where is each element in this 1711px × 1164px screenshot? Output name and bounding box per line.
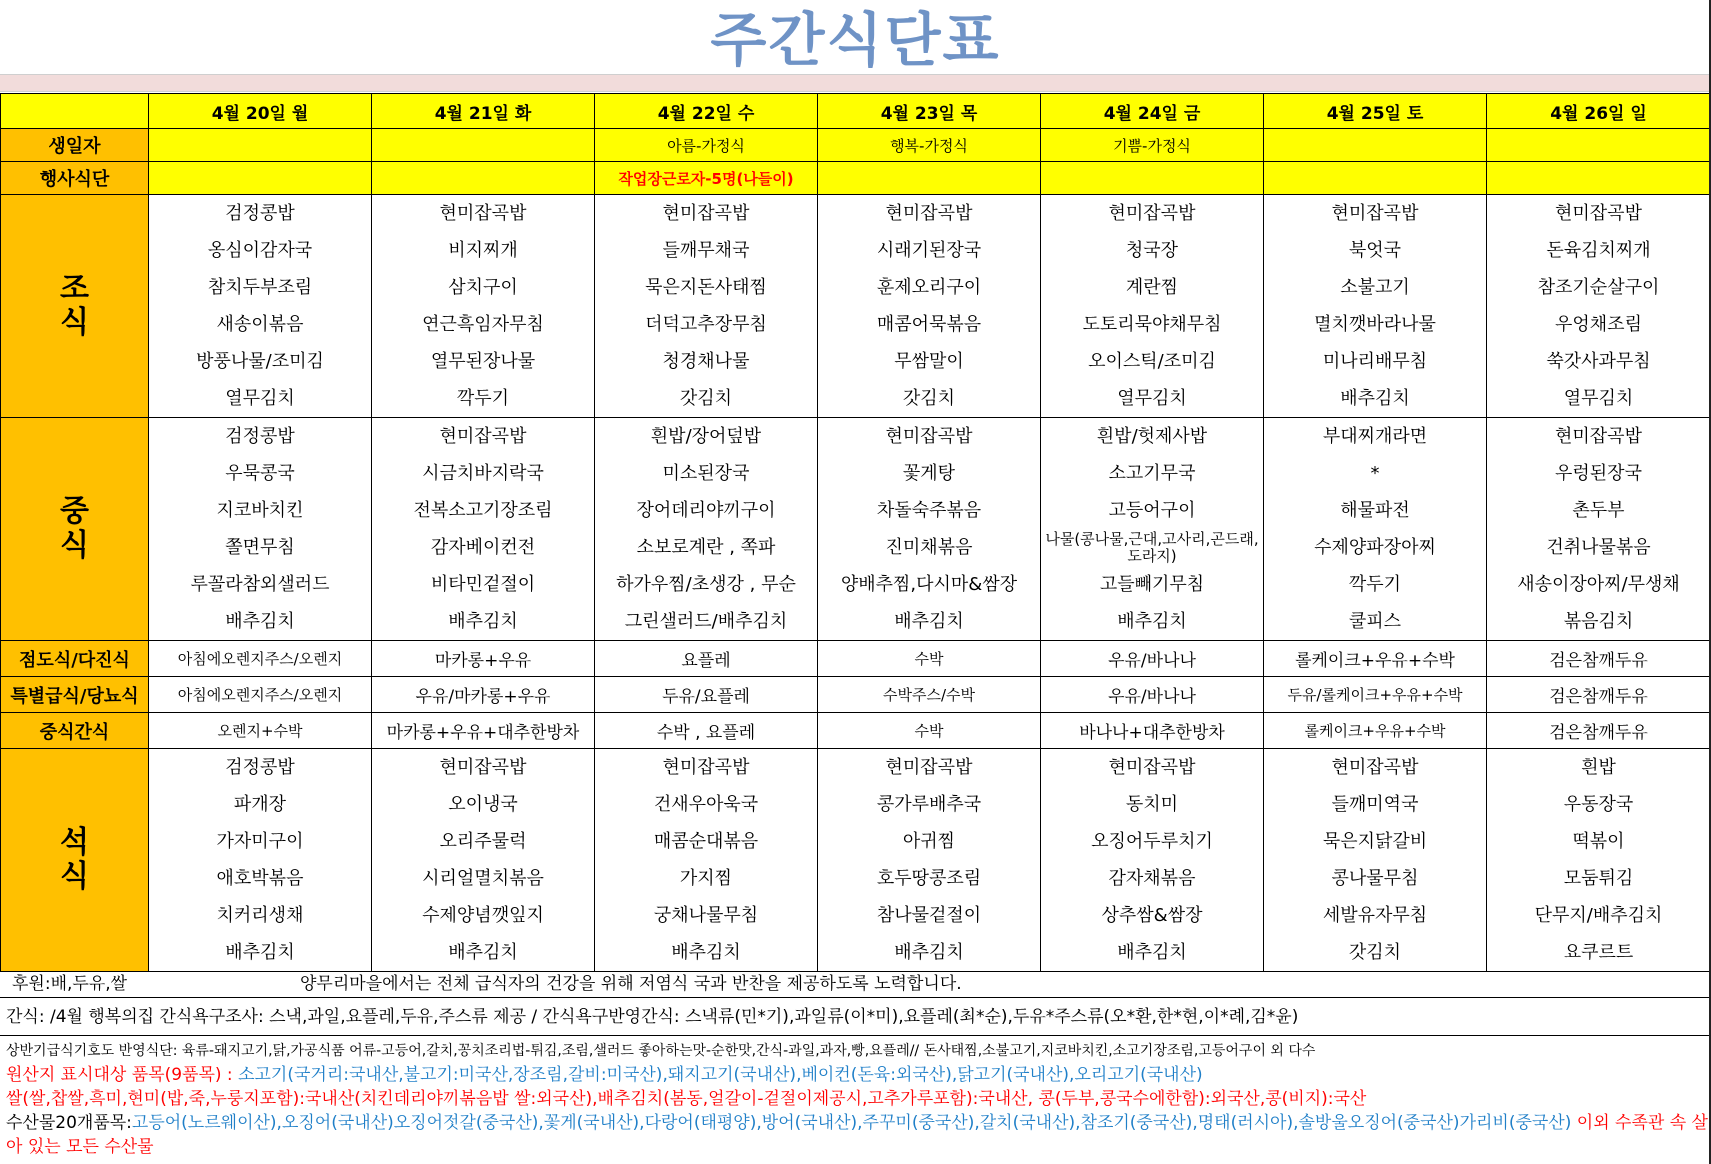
menu-item: 애호박볶음 [216,868,304,889]
menu-item: 방풍나물/조미김 [196,351,324,372]
menu-item: 삼치구이 [448,277,518,298]
lunch-day-cell [1041,418,1264,641]
menu-item: 무쌈말이 [894,351,964,372]
menu-item: 매콤순대볶음 [653,831,759,852]
breakfast-day-cell [595,195,818,418]
menu-item: 배추김치 [225,942,295,963]
title-divider-bar [0,74,1711,92]
lunch-label [1,418,149,641]
menu-item: 열무된장나물 [430,351,536,372]
menu-item: 깍두기 [456,388,510,409]
lunch-day-cell [1487,418,1711,641]
menu-item: 배추김치 [448,611,518,632]
snack-cell: 마카롱+우유 [372,641,595,677]
menu-item: 북엇국 [1348,240,1402,261]
menu-item: 나물(콩나물,근대,고사리,곤드래,도라지) [1045,529,1259,565]
menu-item: 현미잡곡밥 [885,203,973,224]
page-title: 주간식단표 [710,6,1001,74]
menu-item: 시리얼멸치볶음 [422,868,544,889]
menu-item: 꽃게탕 [902,463,956,484]
menu-item: 현미잡곡밥 [1108,203,1196,224]
menu-item: 배추김치 [448,942,518,963]
menu-item: 쿨피스 [1348,611,1402,632]
snack-row-dysphagia [1,641,1711,677]
menu-item: 건새우아욱국 [653,794,759,815]
menu-item: 전복소고기장조림 [413,500,553,521]
birthday-cell [372,129,595,162]
meal-label-char: 식 [60,859,89,894]
menu-item: 배추김치 [894,942,964,963]
menu-item: 옹심이감자국 [207,240,313,261]
event-row [1,162,1711,195]
lunch-day-cell [149,418,372,641]
menu-item: 들깨미역국 [1331,794,1419,815]
menu-item: 흰밥/헛제사밥 [1096,426,1208,447]
menu-item: 지코바치킨 [216,500,304,521]
sponsor-row [0,971,1710,998]
menu-item: 장어데리야끼구이 [636,500,776,521]
menu-item: 검정콩밥 [225,757,295,778]
menu-item: 소보로계란 , 쪽파 [636,537,776,558]
menu-item: 오징어두루치기 [1091,831,1213,852]
event-cell [149,162,372,195]
menu-item: 세발유자무침 [1322,905,1428,926]
menu-item: 계란찜 [1125,277,1179,298]
menu-item: 쫄면무침 [225,537,295,558]
menu-item: 청경채나물 [662,351,750,372]
menu-item: 청국장 [1125,240,1179,261]
menu-item: 흰밥/장어덮밥 [650,426,762,447]
sponsor-text: 후원:배,두유,쌀 [12,974,128,994]
meal-label-char: 석 [60,825,89,860]
birthday-cell [1487,129,1711,162]
snack-label: 특별급식/당뇨식 [1,677,149,713]
menu-item: 묵은지닭갈비 [1322,831,1428,852]
menu-item: 훈제오리구이 [876,277,982,298]
menu-item: 미소된장국 [662,463,750,484]
menu-item: 도토리묵야채무침 [1082,314,1222,335]
menu-item: 현미잡곡밥 [1331,757,1419,778]
day-header: 4월 25일 토 [1264,94,1487,129]
snack-cell: 수박 [818,641,1041,677]
snack-cell: 검은참깨두유 [1487,641,1711,677]
dinner-day-cell [1041,749,1264,972]
seafood-origins: 고등어(노르웨이산),오징어(국내산)오징어젓갈(중국산),꽃게(국내산),다랑어(태평양),방어(국내산),주꾸미(중국산),갈치(국내산),참조기(중국산),명태(러시아),솔방울오징어(중국산)가리비(중국산) [131,1113,1572,1133]
dinner-label [1,749,149,972]
breakfast-day-cell [372,195,595,418]
menu-item: 비지찌개 [448,240,518,261]
menu-item: 배추김치 [225,611,295,632]
menu-item: 모둠튀김 [1563,868,1634,889]
menu-item: 현미잡곡밥 [885,426,973,447]
menu-item: 연근흑임자무침 [422,314,544,335]
menu-item: 시래기된장국 [876,240,982,261]
menu-item: 현미잡곡밥 [662,757,750,778]
snack-cell: 롤케이크+우유+수박 [1264,641,1487,677]
menu-item: 멸치깻바라나물 [1314,314,1436,335]
meal-label-char: 식 [60,305,89,340]
menu-item: 배추김치 [1340,388,1410,409]
dinner-day-cell [595,749,818,972]
snack-row-diabetic [1,677,1711,713]
menu-item: 오리주물럭 [439,831,527,852]
menu-item: 진미채볶음 [885,537,973,558]
day-header: 4월 21일 화 [372,94,595,129]
menu-item: 참나물겉절이 [876,905,982,926]
seafood-suffix: 이외 수족관 속 살아 있는 모든 수산물 [6,1113,1708,1157]
day-header: 4월 24일 금 [1041,94,1264,129]
menu-item: 현미잡곡밥 [1108,757,1196,778]
menu-item: 새송이볶음 [216,314,304,335]
snack-cell: 검은참깨두유 [1487,713,1711,749]
menu-item: 수제양념깻잎지 [422,905,544,926]
snack-cell: 우유/바나나 [1041,641,1264,677]
dinner-section [1,749,1711,972]
menu-item: 오이냉국 [448,794,518,815]
dinner-day-cell [818,749,1041,972]
menu-item: 떡볶이 [1572,831,1625,852]
menu-item: 촌두부 [1572,500,1625,521]
menu-item: 아귀찜 [902,831,956,852]
breakfast-day-cell [1487,195,1711,418]
menu-item: 수제양파장아찌 [1314,537,1436,558]
lunch-section [1,418,1711,641]
menu-item: 현미잡곡밥 [439,426,527,447]
day-header: 4월 23일 목 [818,94,1041,129]
menu-item: 양배추찜,다시마&쌈장 [840,574,1018,595]
menu-item: 쑥갓사과무침 [1546,351,1651,372]
lunch-day-cell [372,418,595,641]
menu-item: 요쿠르트 [1563,942,1634,963]
menu-item: 참조기순살구이 [1537,277,1660,298]
menu-item: 현미잡곡밥 [662,203,750,224]
event-cell [1264,162,1487,195]
menu-item: 더덕고추장무침 [645,314,767,335]
menu-item: 콩가루배추국 [876,794,982,815]
snack-label: 점도식/다진식 [1,641,149,677]
menu-item: 오이스틱/조미김 [1088,351,1216,372]
snack-cell: 마카롱+우유+대추한방차 [372,713,595,749]
menu-item: 가자미구이 [216,831,304,852]
snack-cell: 요플레 [595,641,818,677]
menu-item: * [1370,463,1380,484]
snack-cell: 바나나+대추한방차 [1041,713,1264,749]
menu-item: 궁채나물무침 [653,905,759,926]
snack-cell: 수박 , 요플레 [595,713,818,749]
menu-item: 묵은지돈사태찜 [645,277,767,298]
birthday-cell: 기쁨-가정식 [1041,129,1264,162]
menu-item: 감자베이컨전 [430,537,536,558]
menu-item: 우동장국 [1563,794,1634,815]
menu-item: 우엉채조림 [1555,314,1642,335]
menu-item: 현미잡곡밥 [439,203,527,224]
origin-notice [0,1063,1710,1159]
birthday-row [1,129,1711,162]
menu-item: 파개장 [233,794,287,815]
origin-rice-kimchi: 쌀(쌀,찹쌀,흑미,현미(밥,죽,누룽지포함):국내산(치킨데리야끼볶음밥 쌀:외국산),배추김치(봄동,얼갈이-겉절이제공시,고추가루포함):국내산, 콩(두부,콩국수에한함):외국산,콩(비지):국산 [6,1089,1367,1109]
snack-cell: 수박주스/수박 [818,677,1041,713]
birthday-cell [149,129,372,162]
meal-label-char: 식 [60,528,89,563]
menu-item: 고들빼기무침 [1099,574,1205,595]
menu-item: 건취나물볶음 [1546,537,1651,558]
event-cell [818,162,1041,195]
snack-label: 중식간식 [1,713,149,749]
menu-item: 우묵콩국 [225,463,295,484]
menu-item: 우렁된장국 [1555,463,1642,484]
menu-item: 열무김치 [225,388,295,409]
menu-item: 열무김치 [1117,388,1187,409]
snack-cell: 우유/바나나 [1041,677,1264,713]
menu-item: 배추김치 [1117,611,1187,632]
menu-item: 미나리배무침 [1322,351,1428,372]
menu-item: 현미잡곡밥 [439,757,527,778]
menu-item: 소불고기 [1340,277,1410,298]
event-cell [1487,162,1711,195]
menu-item: 가지찜 [679,868,733,889]
snack-cell: 오렌지+수박 [149,713,372,749]
snack-cell: 우유/마카롱+우유 [372,677,595,713]
snack-cell: 두유/롤케이크+우유+수박 [1264,677,1487,713]
origin-meat: 소고기(국거리:국내산,불고기:미국산,장조림,갈비:미국산),돼지고기(국내산),베이컨(돈육:외국산),닭고기(국내산),오리고기(국내산) [238,1065,1203,1085]
menu-item: 콩나물무침 [1331,868,1419,889]
menu-item: 배추김치 [894,611,964,632]
day-header: 4월 26일 일 [1487,94,1711,129]
preference-note: 상반기급식기호도 반영식단: 육류-돼지고기,닭,가공식품 어류-고등어,갈치,꽁치조리법-튀김,조림,샐러드 좋아하는맛-순한맛,간식-과일,과자,빵,요플레// 돈사태찜,소불고기,지코바치킨,소고기장조림,고등어구이 외 다수 [6,1043,1316,1059]
breakfast-label [1,195,149,418]
snack-cell: 두유/요플레 [595,677,818,713]
breakfast-day-cell [1264,195,1487,418]
menu-item: 배추김치 [1117,942,1187,963]
dinner-day-cell [149,749,372,972]
weekly-menu-table [0,93,1711,972]
snack-cell: 검은참깨두유 [1487,677,1711,713]
birthday-cell: 행복-가정식 [818,129,1041,162]
menu-item: 현미잡곡밥 [1331,203,1419,224]
snack-cell: 수박 [818,713,1041,749]
menu-item: 치커리생채 [216,905,304,926]
menu-item: 비타민겉절이 [430,574,536,595]
lunch-day-cell [1264,418,1487,641]
menu-item: 배추김치 [671,942,741,963]
snack-cell: 롤케이크+우유+수박 [1264,713,1487,749]
meal-label-char: 조 [60,271,89,306]
low-sodium-notice: 양무리마을에서는 전체 급식자의 건강을 위해 저염식 국과 반찬을 제공하도록 노력합니다. [300,974,962,994]
menu-item: 깍두기 [1348,574,1402,595]
lunch-day-cell [818,418,1041,641]
menu-item: 시금치바지락국 [422,463,544,484]
menu-item: 현미잡곡밥 [885,757,973,778]
menu-item: 검정콩밥 [225,426,295,447]
menu-item: 소고기무국 [1108,463,1196,484]
menu-item: 호두땅콩조림 [876,868,982,889]
event-cell [372,162,595,195]
breakfast-day-cell [149,195,372,418]
menu-item: 고등어구이 [1108,500,1196,521]
menu-item: 참치두부조림 [207,277,313,298]
snack-row-lunch [1,713,1711,749]
day-header: 4월 20일 월 [149,94,372,129]
day-header: 4월 22일 수 [595,94,818,129]
dinner-day-cell [1487,749,1711,972]
menu-item: 해물파전 [1340,500,1410,521]
menu-item: 매콤어묵볶음 [876,314,982,335]
header-corner [1,94,149,129]
menu-item: 루꼴라참외샐러드 [190,574,330,595]
menu-item: 하가우찜/초생강 , 무순 [616,574,796,595]
menu-item: 갓김치 [1348,942,1402,963]
menu-item: 새송이장아찌/무생채 [1517,574,1680,595]
breakfast-day-cell [818,195,1041,418]
breakfast-section [1,195,1711,418]
birthday-cell [1264,129,1487,162]
menu-item: 그린샐러드/배추김치 [624,611,788,632]
menu-item: 열무김치 [1563,388,1634,409]
event-cell: 작업장근로자-5명(나들이) [595,162,818,195]
menu-item: 동치미 [1125,794,1179,815]
event-cell [1041,162,1264,195]
menu-item: 갓김치 [902,388,956,409]
lunch-day-cell [595,418,818,641]
menu-item: 부대찌개라면 [1322,426,1428,447]
menu-item: 현미잡곡밥 [1555,426,1642,447]
birthday-label: 생일자 [1,129,149,162]
snack-survey-note: 간식: /4월 행복의집 간식욕구조사: 스낵,과일,요플레,두유,주스류 제공 / 간식욕구반영간식: 스낵류(민*기),과일류(이*미),요플레(최*순),두유*주스류(오*환,한*현,이*례,김*윤) [0,998,1710,1036]
day-header-row [1,94,1711,129]
menu-item: 갓김치 [679,388,733,409]
event-label: 행사식단 [1,162,149,195]
menu-item: 볶음김치 [1563,611,1634,632]
snack-cell: 아침에오렌지주스/오렌지 [149,677,372,713]
menu-item: 단무지/배추김치 [1534,905,1663,926]
birthday-cell: 아름-가정식 [595,129,818,162]
menu-item: 상추쌈&쌈장 [1101,905,1203,926]
menu-item: 흰밥 [1581,757,1616,778]
menu-item: 돈육김치찌개 [1546,240,1651,261]
menu-item: 감자채볶음 [1108,868,1196,889]
menu-item: 검정콩밥 [225,203,295,224]
menu-item: 들깨무채국 [662,240,750,261]
snack-cell: 아침에오렌지주스/오렌지 [149,641,372,677]
breakfast-day-cell [1041,195,1264,418]
menu-item: 차돌숙주볶음 [876,500,982,521]
menu-item: 현미잡곡밥 [1555,203,1642,224]
meal-label-char: 중 [60,494,89,529]
dinner-day-cell [1264,749,1487,972]
origin-prefix: 원산지 표시대상 품목(9품목) : [6,1065,239,1085]
seafood-prefix: 수산물20개품목: [6,1113,132,1133]
dinner-day-cell [372,749,595,972]
